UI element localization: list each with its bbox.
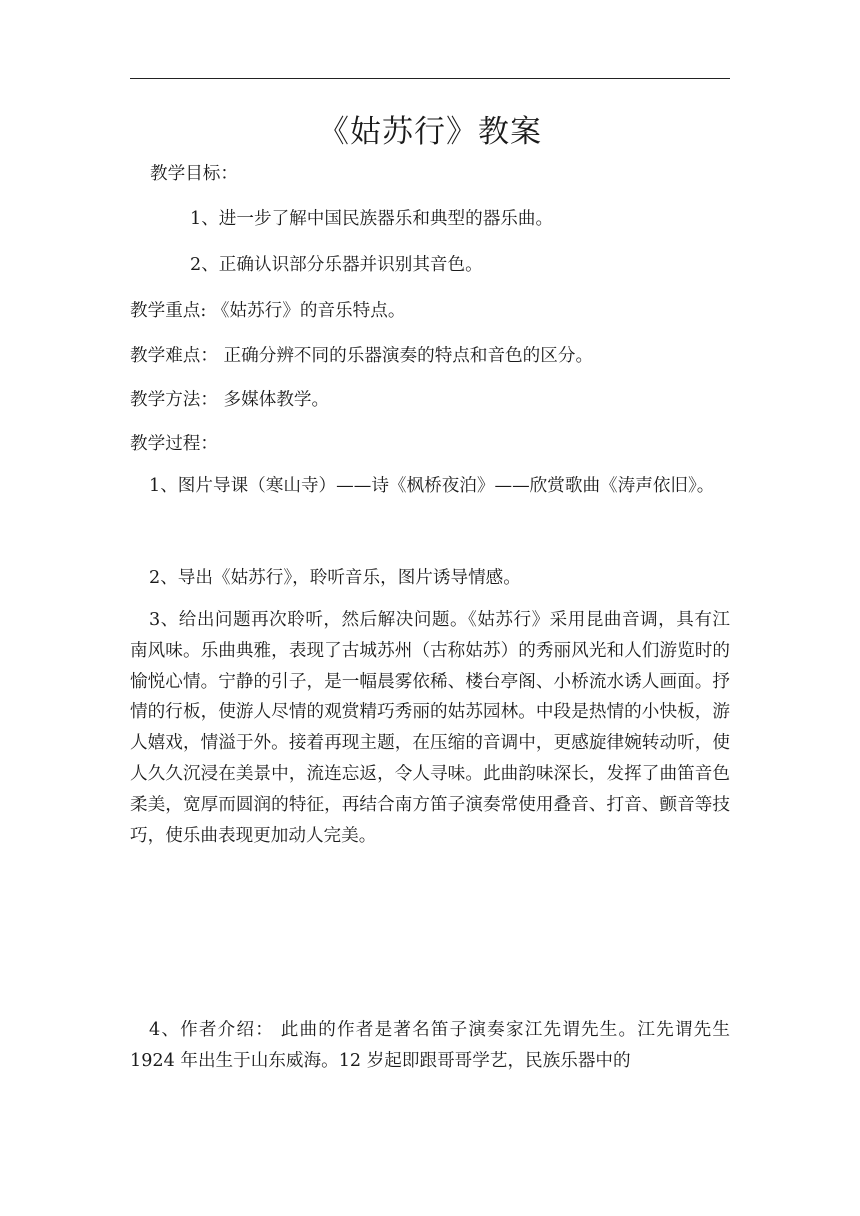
- document-title: 《姑苏行》教案: [318, 114, 542, 150]
- key-point-line: 教学重点: 《姑苏行》的音乐特点。: [130, 301, 406, 321]
- header-rule: [130, 78, 730, 79]
- objectives-heading: 教学目标：: [150, 164, 238, 184]
- objective-item-1: 1、进一步了解中国民族器乐和典型的器乐曲。: [190, 209, 554, 229]
- difficulty-line: 教学难点： 正确分辨不同的乐器演奏的特点和音色的区分。: [130, 346, 594, 366]
- process-heading: 教学过程：: [130, 434, 218, 454]
- process-step-1: 1、图片导课（寒山寺）——诗《枫桥夜泊》——欣赏歌曲《涛声依旧》。: [149, 476, 715, 496]
- process-step-3: 3、给出问题再次聆听，然后解决问题。《姑苏行》采用昆曲音调，具有江南风味。乐曲典雅，表现了古城苏州（古称姑苏）的秀丽风光和人们游览时的愉悦心情。宁静的引子，是一幅晨雾依稀、楼台亭阁、小桥流水诱人画面。抒情的行板，使游人尽情的观赏精巧秀丽的姑苏园林。中段是热情的小快板，游人嬉戏，情溢于外。接着再现主题，在压缩的音调中，更感旋律婉转动听，使人久久沉浸在美景中，流连忘返，令人寻味。此曲韵味深长，发挥了曲笛音色柔美，宽厚而圆润的特征，再结合南方笛子演奏常使用叠音、打音、颤音等技巧，使乐曲表现更加动人完美。: [130, 610, 730, 846]
- objective-item-2: 2、正确认识部分乐器并识别其音色。: [190, 255, 483, 275]
- process-step-4: 4、作者介绍： 此曲的作者是著名笛子演奏家江先谓先生。江先谓先生 1924 年出生于山东威海。12 岁起即跟哥哥学艺，民族乐器中的: [130, 1020, 730, 1071]
- process-step-2: 2、导出《姑苏行》，聆听音乐，图片诱导情感。: [149, 568, 521, 588]
- method-line: 教学方法： 多媒体教学。: [130, 390, 330, 410]
